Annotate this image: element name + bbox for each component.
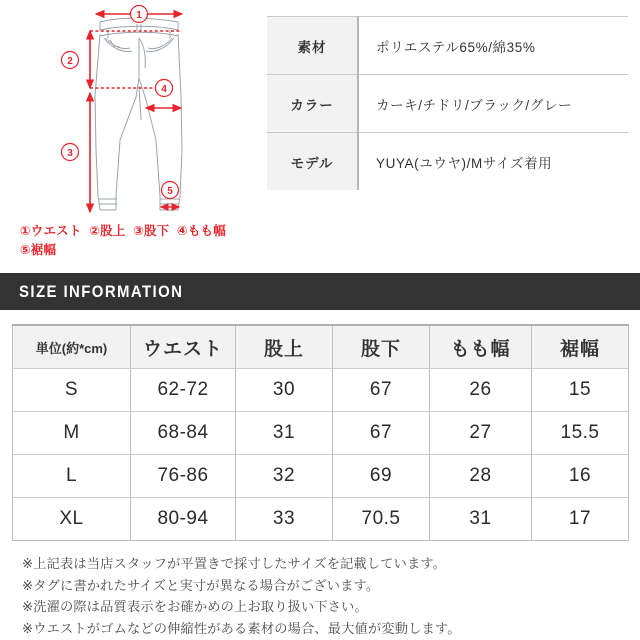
- size-notes: [22, 553, 632, 639]
- cell-waist: 68-84: [131, 412, 236, 455]
- size-table: [12, 324, 629, 541]
- size-information-banner: [0, 273, 640, 310]
- marker-5-arrow: [161, 182, 179, 211]
- cell-hem: 15: [532, 369, 629, 412]
- legend-item-waist: ①ウエスト: [20, 224, 82, 238]
- cell-hem: 16: [532, 455, 629, 498]
- header-thigh: もも幅: [430, 325, 532, 369]
- table-row: [13, 455, 629, 498]
- spec-value-color: カーキ/チドリ/ブラック/グレー: [358, 75, 628, 133]
- marker-4-arrow: [146, 80, 181, 112]
- svg-text:3: 3: [67, 148, 73, 159]
- table-row: [13, 498, 629, 541]
- header-rise: 股上: [236, 325, 333, 369]
- legend-line-2: [20, 241, 270, 260]
- cell-hem: 15.5: [532, 412, 629, 455]
- product-detail-top: [0, 0, 640, 273]
- specification-table: [267, 16, 628, 190]
- header-hem: 裾幅: [532, 325, 629, 369]
- measurement-legend: [20, 222, 270, 260]
- spec-row-model: [267, 133, 628, 191]
- svg-text:2: 2: [67, 56, 73, 67]
- svg-text:5: 5: [167, 186, 173, 197]
- svg-text:4: 4: [161, 84, 167, 95]
- cell-waist: 62-72: [131, 369, 236, 412]
- cell-rise: 33: [236, 498, 333, 541]
- header-inseam: 股下: [333, 325, 430, 369]
- note-line-4: ※ウエストがゴムなどの伸縮性がある素材の場合、最大値が変動します。: [22, 620, 461, 636]
- cell-waist: 80-94: [131, 498, 236, 541]
- cell-thigh: 27: [430, 412, 532, 455]
- table-row: [13, 369, 629, 412]
- legend-item-rise: ②股上: [89, 224, 126, 238]
- spec-row-material: [267, 17, 628, 75]
- cell-size: M: [13, 412, 131, 455]
- measure-annotations: [62, 6, 183, 213]
- cell-thigh: 31: [430, 498, 532, 541]
- cell-thigh: 26: [430, 369, 532, 412]
- note-line-1: ※上記表は当店スタッフが平置きで採寸したサイズを記載しています。: [22, 556, 447, 571]
- cell-rise: 32: [236, 455, 333, 498]
- cell-thigh: 28: [430, 455, 532, 498]
- pants-measurement-diagram: [0, 0, 265, 273]
- cell-size: S: [13, 369, 131, 412]
- cell-waist: 76-86: [131, 455, 236, 498]
- cell-inseam: 69: [333, 455, 430, 498]
- header-unit: 単位(約*cm): [13, 325, 131, 369]
- banner-title: SIZE INFORMATION: [19, 282, 184, 301]
- table-row: [13, 412, 629, 455]
- note-line-3: ※洗濯の際は品質表示をお確かめの上お取り扱い下さい。: [22, 599, 368, 614]
- cell-rise: 31: [236, 412, 333, 455]
- header-waist: ウエスト: [131, 325, 236, 369]
- note-line-2: ※タグに書かれたサイズと実寸が異なる場合がございます。: [22, 577, 380, 593]
- spec-label-model: モデル: [267, 133, 358, 191]
- cell-size: XL: [13, 498, 131, 541]
- cell-inseam: 70.5: [333, 498, 430, 541]
- legend-item-thigh: ④もも幅: [177, 224, 226, 238]
- spec-label-color: カラー: [267, 75, 358, 133]
- legend-line-1: [20, 222, 270, 241]
- spec-label-material: 素材: [267, 17, 358, 75]
- legend-item-hem: ⑤裾幅: [20, 243, 57, 257]
- cell-rise: 30: [236, 369, 333, 412]
- spec-value-material: ポリエステル65%/綿35%: [358, 17, 628, 75]
- size-table-header-row: [13, 325, 629, 369]
- legend-item-inseam: ③股下: [133, 224, 170, 238]
- cell-size: L: [13, 455, 131, 498]
- marker-2-arrow: [62, 31, 94, 88]
- spec-value-model: YUYA(ユウヤ)/Mサイズ着用: [358, 133, 628, 191]
- svg-text:1: 1: [136, 10, 142, 21]
- cell-hem: 17: [532, 498, 629, 541]
- cell-inseam: 67: [333, 412, 430, 455]
- spec-row-color: [267, 75, 628, 133]
- cell-inseam: 67: [333, 369, 430, 412]
- marker-3-arrow: [62, 93, 94, 212]
